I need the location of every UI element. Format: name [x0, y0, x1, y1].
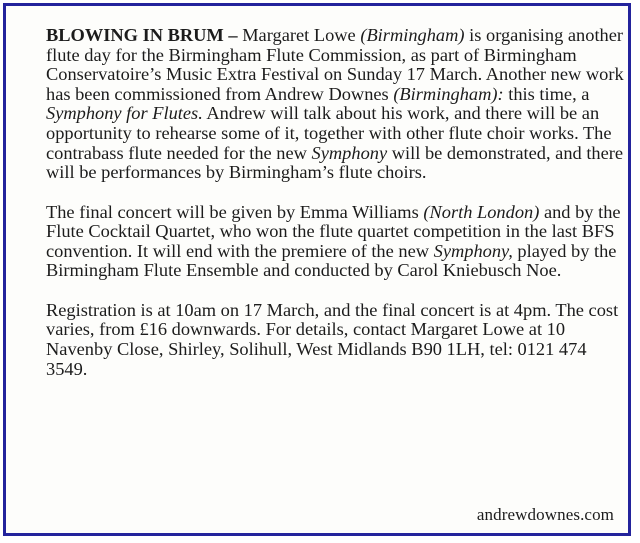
location-note: (Birmingham):: [393, 83, 504, 104]
text-segment: will be demonstrated, and there will be performances by Birmingham’s flute choirs.: [46, 142, 624, 183]
work-title: Symphony for Flutes.: [46, 103, 203, 124]
paragraph-registration: [46, 301, 626, 379]
paragraph-concert: [46, 203, 626, 281]
location-note: (Birmingham): [360, 25, 465, 45]
text-segment: Andrew will talk about his work, and there will be an opportunity to rehearse some of it, together with other flute choir works. The contrabass flute needed for the new: [46, 103, 612, 163]
text-segment: is organising another flute day for the Birmingham Flute Commission, as part of Birmingham Conservatoire’s Music Extra Festival on Sunday 17 March. Another new work has been commissioned from Andrew Downes: [46, 25, 624, 104]
location-note: (North London): [423, 201, 540, 222]
text-segment: Margaret Lowe: [237, 25, 361, 45]
paragraph-intro: [46, 26, 626, 183]
work-title: Symphony,: [433, 240, 513, 261]
article-body: [46, 26, 626, 399]
text-segment: and by the Flute Cocktail Quartet, who won the flute quartet competition in the last BFS convention. It will end with the premiere of the new: [46, 201, 621, 261]
text-segment: played by the Birmingham Flute Ensemble and conducted by Carol Kniebusch Noe.: [46, 240, 617, 281]
work-title: Symphony: [311, 142, 388, 163]
text-segment: this time, a: [503, 83, 590, 104]
article-headline: BLOWING IN BRUM –: [46, 25, 238, 45]
text-segment: The final concert will be given by Emma Williams: [46, 201, 424, 222]
source-credit: andrewdownes.com: [476, 505, 614, 524]
text-segment: Registration is at 10am on 17 March, and the final concert is at 4pm. The cost varies, from £16 downwards. For details, contact Margaret Lowe at 10 Navenby Close, Shirley, Solihull, West Midlands B90 1LH, tel: 0121 474 3549.: [46, 299, 619, 379]
article-clipping: [3, 3, 631, 536]
